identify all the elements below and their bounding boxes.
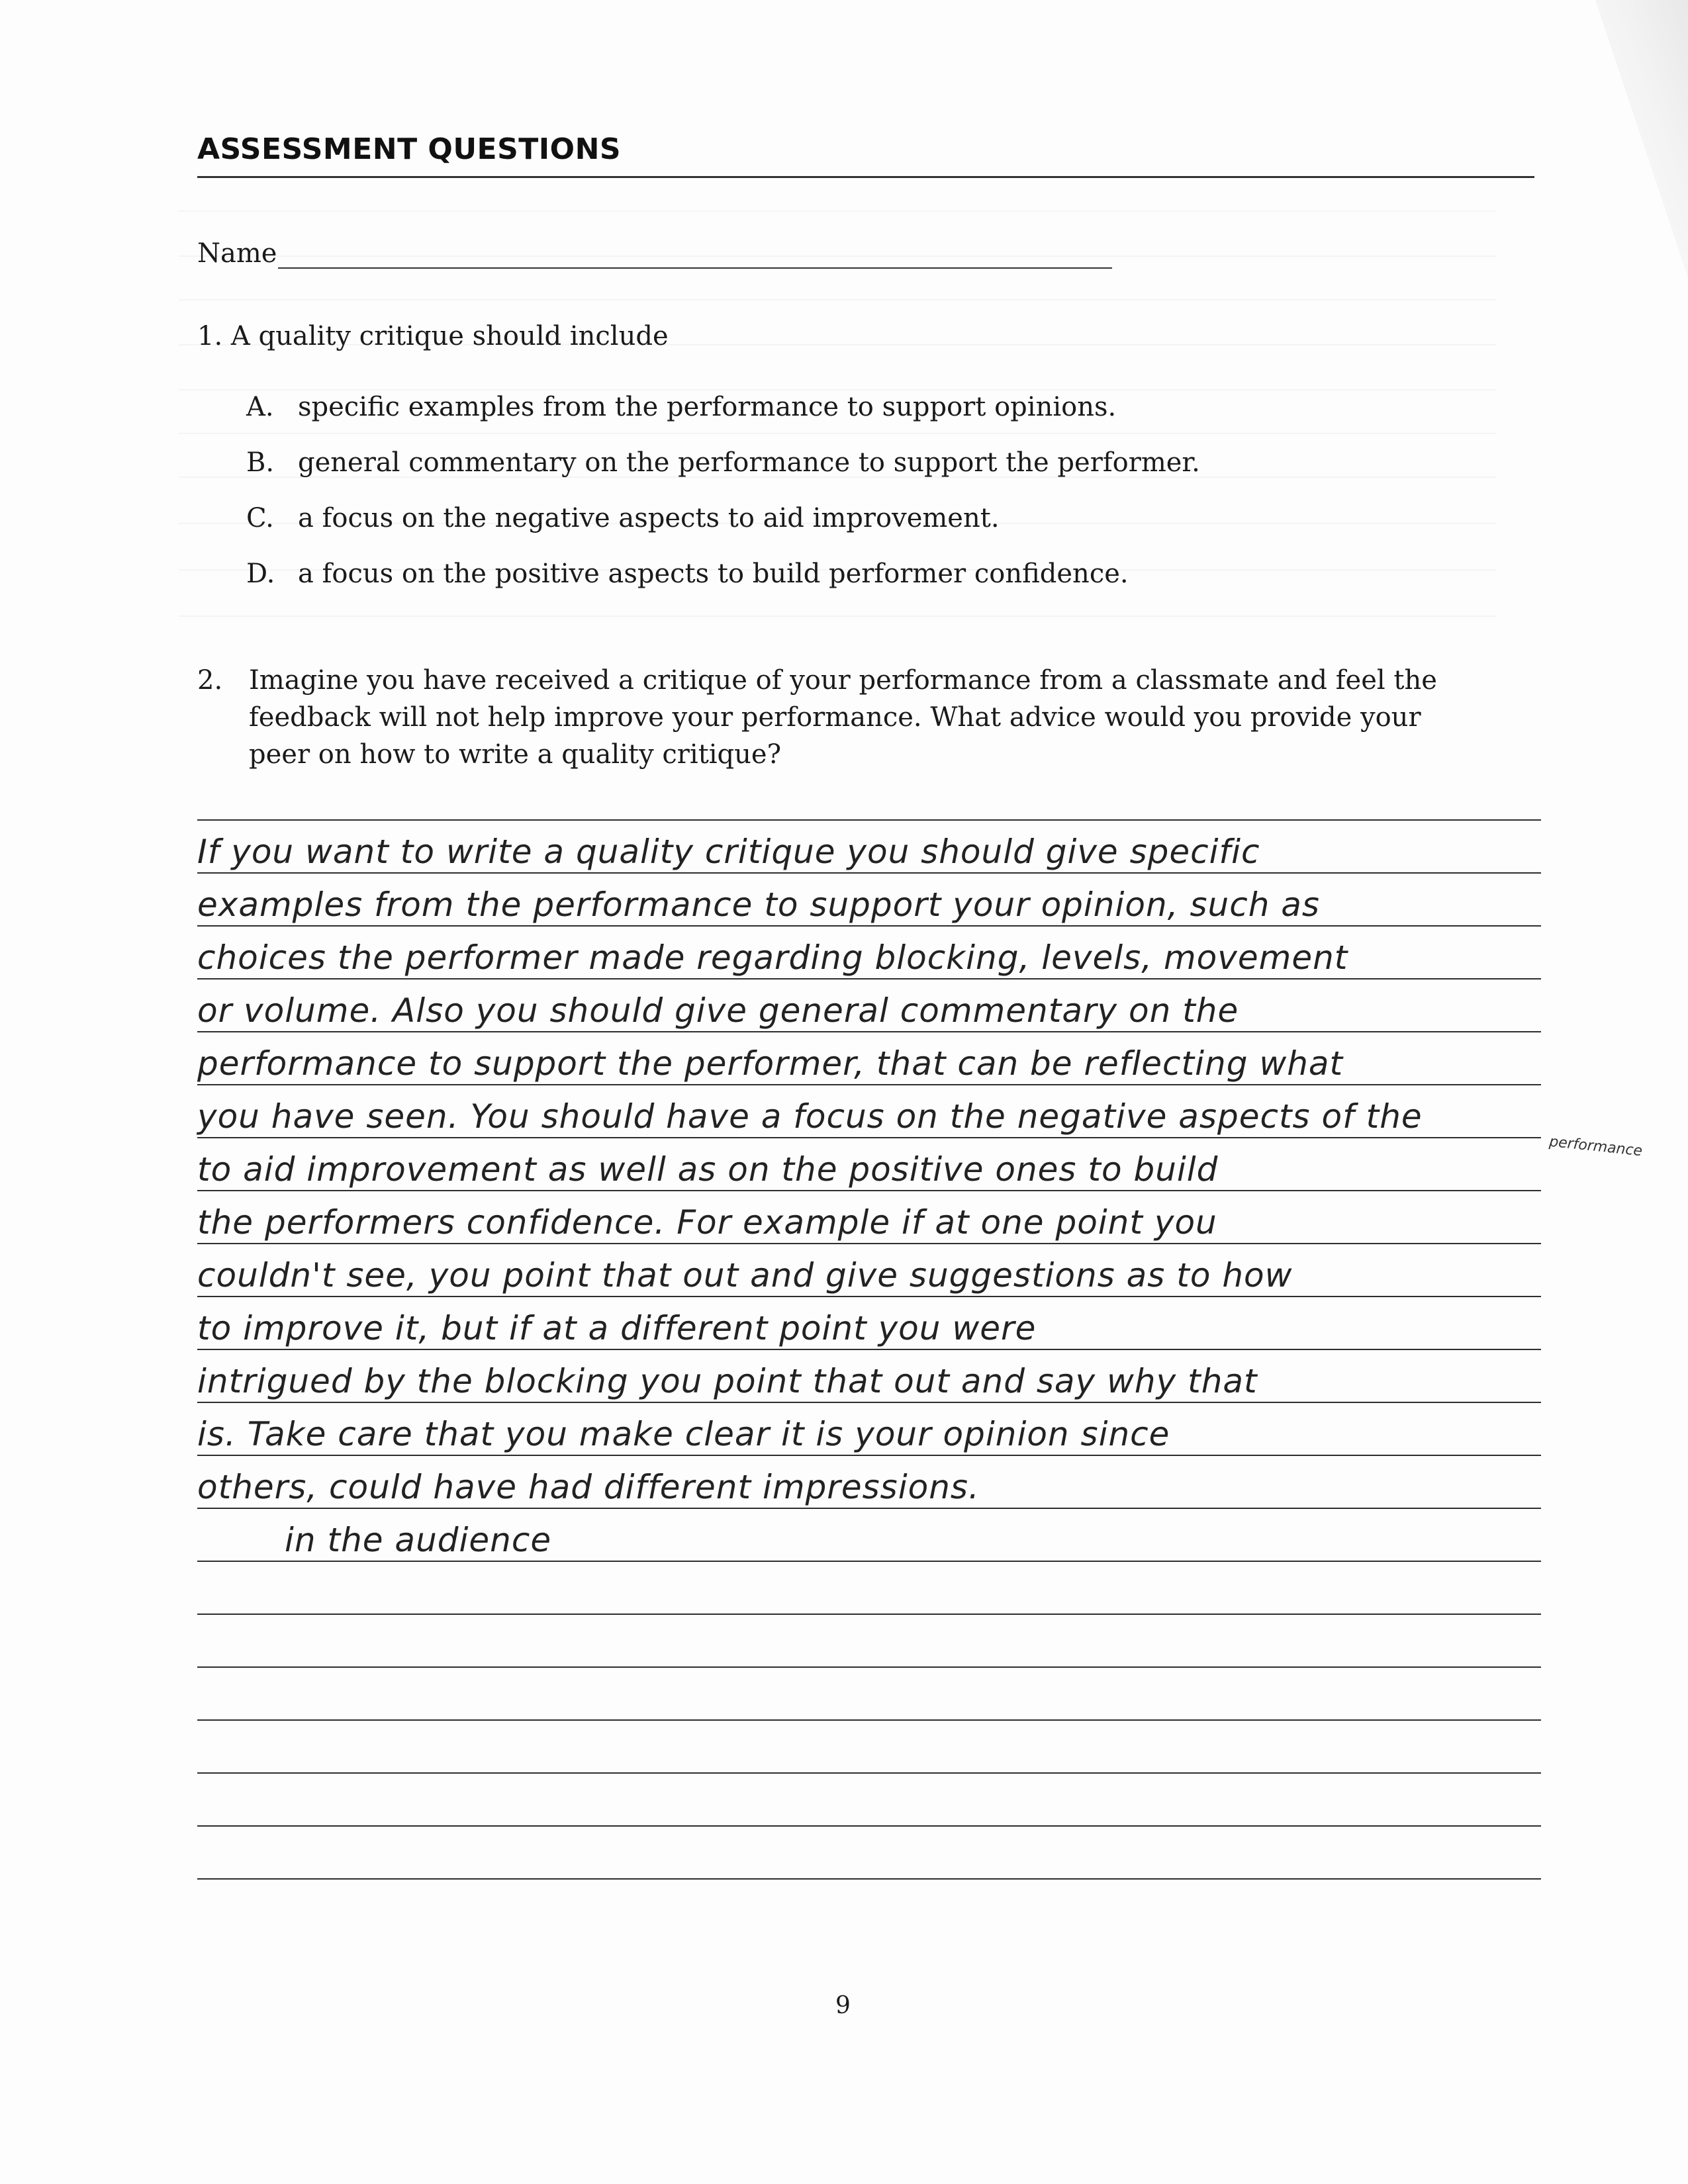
question-2-line: feedback will not help improve your performance. What advice would you provide your	[249, 702, 1421, 733]
bleed-through-line	[179, 433, 1496, 434]
answer-line[interactable]	[197, 1296, 1541, 1297]
handwritten-answer-line: choices the performer made regarding blocking, levels, movement	[197, 938, 1348, 977]
handwritten-answer-line: If you want to write a quality critique you should give specific	[197, 833, 1260, 871]
page-title: ASSESSMENT QUESTIONS	[197, 132, 622, 166]
answer-line[interactable]	[197, 1878, 1541, 1880]
handwritten-margin-note: performance	[1548, 1133, 1644, 1160]
option-letter: A.	[246, 392, 274, 422]
page-curl-shadow	[1595, 0, 1688, 278]
bleed-through-line	[179, 210, 1496, 212]
answer-line[interactable]	[197, 1137, 1541, 1138]
answer-line[interactable]	[197, 1666, 1541, 1668]
answer-line[interactable]	[197, 872, 1541, 874]
question-2-number: 2.	[197, 665, 223, 696]
answer-line[interactable]	[197, 1455, 1541, 1456]
answer-line[interactable]	[197, 1772, 1541, 1774]
handwritten-answer-line: couldn't see, you point that out and give suggestions as to how	[197, 1256, 1293, 1295]
answer-line[interactable]	[197, 1402, 1541, 1403]
question-2-prompt	[249, 662, 1493, 773]
name-field-line[interactable]	[278, 267, 1112, 269]
question-1-prompt: 1. A quality critique should include	[197, 321, 669, 351]
answer-line[interactable]	[197, 1031, 1541, 1032]
answer-line[interactable]	[197, 1190, 1541, 1191]
answer-line[interactable]	[197, 1349, 1541, 1350]
handwritten-answer-line: the performers confidence. For example if at one point you	[197, 1203, 1217, 1242]
option-c[interactable]	[246, 503, 1000, 533]
handwritten-answer-line: to improve it, but if at a different point you were	[197, 1309, 1037, 1347]
handwritten-answer-line: others, could have had different impressions.	[197, 1468, 980, 1506]
handwritten-answer-line: performance to support the performer, that can be reflecting what	[197, 1044, 1344, 1083]
title-underline	[197, 176, 1534, 178]
answer-line[interactable]	[197, 1508, 1541, 1509]
name-label: Name	[197, 238, 277, 269]
option-d[interactable]	[246, 559, 1129, 589]
bleed-through-line	[179, 255, 1496, 257]
answer-line[interactable]	[197, 1243, 1541, 1244]
answer-line[interactable]	[197, 978, 1541, 979]
bleed-through-line	[179, 615, 1496, 617]
answer-line[interactable]	[197, 1825, 1541, 1827]
answer-line[interactable]	[197, 1614, 1541, 1615]
answer-line[interactable]	[197, 1084, 1541, 1085]
answer-line[interactable]	[197, 1561, 1541, 1562]
question-2-line: Imagine you have received a critique of your performance from a classmate and feel the	[249, 665, 1437, 696]
option-text: general commentary on the performance to support the performer.	[298, 447, 1200, 478]
answer-line[interactable]	[197, 925, 1541, 927]
handwritten-answer-line: in the audience	[285, 1521, 552, 1559]
option-letter: C.	[246, 503, 274, 533]
handwritten-answer-line: examples from the performance to support your opinion, such as	[197, 886, 1320, 924]
bleed-through-line	[179, 299, 1496, 300]
option-letter: B.	[246, 447, 275, 478]
option-text: a focus on the positive aspects to build performer confidence.	[298, 559, 1129, 589]
handwritten-answer-line: is. Take care that you make clear it is your opinion since	[197, 1415, 1170, 1453]
bleed-through-line	[179, 389, 1496, 390]
answer-line[interactable]	[197, 819, 1541, 821]
option-a[interactable]	[246, 392, 1116, 422]
option-b[interactable]	[246, 447, 1200, 478]
question-2-line: peer on how to write a quality critique?	[249, 739, 782, 770]
option-letter: D.	[246, 559, 275, 589]
handwritten-answer-line: or volume. Also you should give general commentary on the	[197, 991, 1239, 1030]
page-number: 9	[835, 1992, 851, 2019]
answer-line[interactable]	[197, 1719, 1541, 1721]
handwritten-answer-line: intrigued by the blocking you point that out and say why that	[197, 1362, 1258, 1400]
handwritten-answer-line: you have seen. You should have a focus on the negative aspects of the	[197, 1097, 1423, 1136]
option-text: specific examples from the performance to support opinions.	[298, 392, 1117, 422]
option-text: a focus on the negative aspects to aid improvement.	[298, 503, 1000, 533]
handwritten-answer-line: to aid improvement as well as on the positive ones to build	[197, 1150, 1219, 1189]
